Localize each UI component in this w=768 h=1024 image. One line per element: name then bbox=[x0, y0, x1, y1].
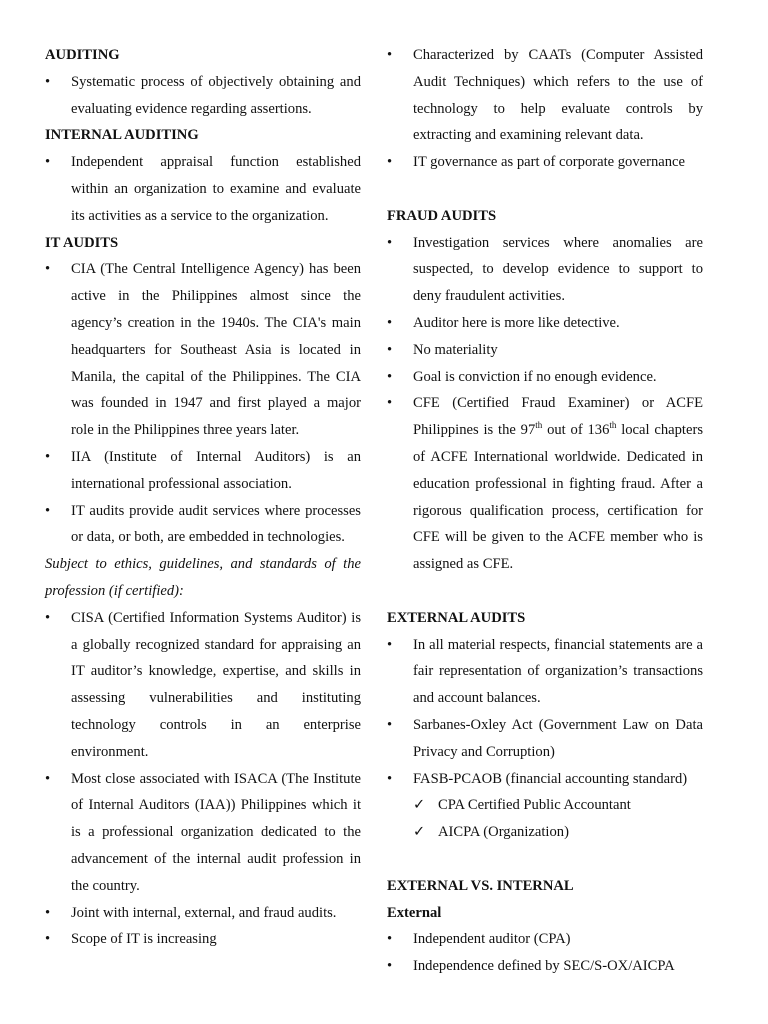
it-audits-heading: IT AUDITS bbox=[45, 234, 119, 251]
bullet-item: • FASB-PCAOB (financial accounting standard) bbox=[387, 766, 703, 793]
bullet-icon: • bbox=[45, 904, 51, 921]
bullet-item-cfe: • CFE (Certified Fraud Examiner) or ACFE Philippines is the 97th out of 136th local chapters of ACFE International worldwide. Dedicated in education professional in fighting fraud. After a rigorous qualification process, certification for CFE will be given to the ACFE member who is assigned as CFE. bbox=[387, 390, 703, 578]
bullet-icon: • bbox=[45, 609, 51, 626]
bullet-icon: • bbox=[387, 716, 393, 733]
bullet-item: • No materiality bbox=[387, 337, 703, 364]
bullet-icon: • bbox=[45, 931, 51, 948]
subject-note: Subject to ethics, guidelines, and standards of the profession (if certified): bbox=[45, 556, 361, 599]
bullet-item: • Investigation services where anomalies are suspected, to develop evidence to support to deny fraudulent activities. bbox=[387, 230, 703, 310]
left-column bbox=[45, 42, 361, 953]
bullet-icon: • bbox=[387, 154, 393, 171]
bullet-item: • CIA (The Central Intelligence Agency) has been active in the Philippines almost since the agency’s creation in the 1940s. The CIA's main headquarters for Southeast Asia is located in Manila, the capital of the Philippines. The CIA was founded in 1947 and first played a major role in the Philippines three years later. bbox=[45, 256, 361, 444]
bullet-item: • Scope of IT is increasing bbox=[45, 926, 361, 953]
bullet-icon: • bbox=[387, 234, 393, 251]
auditing-heading: AUDITING bbox=[45, 47, 120, 63]
fraud-audits-heading: FRAUD AUDITS bbox=[387, 207, 497, 224]
bullet-item: • Most close associated with ISACA (The Institute of Internal Auditors (IAA)) Philippines which it is a professional organization dedicated to the advancement of the internal audit profession in the country. bbox=[45, 766, 361, 900]
internal-auditing-heading: INTERNAL AUDITING bbox=[45, 127, 199, 144]
bullet-icon: • bbox=[45, 73, 51, 90]
bullet-item: • In all material respects, financial statements are a fair representation of organization’s transactions and account balances. bbox=[387, 632, 703, 712]
bullet-icon: • bbox=[387, 770, 393, 787]
bullet-item: • Auditor here is more like detective. bbox=[387, 310, 703, 337]
bullet-item: • Joint with internal, external, and fraud audits. bbox=[45, 900, 361, 927]
bullet-item: • IT audits provide audit services where processes or data, or both, are embedded in technologies. bbox=[45, 498, 361, 552]
right-column bbox=[387, 42, 703, 980]
bullet-item: • Independent appraisal function established within an organization to examine and evaluate its activities as a service to the organization. bbox=[45, 149, 361, 229]
bullet-icon: • bbox=[387, 958, 393, 975]
checkmark-icon: ✓ bbox=[413, 824, 426, 841]
checkmark-icon: ✓ bbox=[413, 797, 426, 814]
check-item: ✓ AICPA (Organization) bbox=[387, 819, 703, 846]
bullet-item: • Sarbanes-Oxley Act (Government Law on Data Privacy and Corruption) bbox=[387, 712, 703, 766]
check-item: ✓ CPA Certified Public Accountant bbox=[387, 792, 703, 819]
bullet-icon: • bbox=[387, 341, 393, 358]
bullet-item: • IIA (Institute of Internal Auditors) is an international professional association. bbox=[45, 444, 361, 498]
bullet-icon: • bbox=[387, 368, 393, 385]
external-vs-internal-heading: EXTERNAL VS. INTERNAL bbox=[387, 877, 574, 894]
bullet-item: • Independent auditor (CPA) bbox=[387, 926, 703, 953]
external-subheading: External bbox=[387, 904, 442, 921]
bullet-item: • Characterized by CAATs (Computer Assisted Audit Techniques) which refers to the use of technology to help evaluate controls by extracting and examining relevant data. bbox=[387, 42, 703, 149]
bullet-item: • IT governance as part of corporate governance bbox=[387, 149, 703, 176]
bullet-icon: • bbox=[387, 314, 393, 331]
bullet-icon: • bbox=[387, 47, 393, 63]
bullet-icon: • bbox=[45, 502, 51, 519]
bullet-icon: • bbox=[45, 770, 51, 787]
bullet-icon: • bbox=[387, 931, 393, 948]
bullet-icon: • bbox=[387, 636, 393, 653]
bullet-icon: • bbox=[45, 154, 51, 171]
bullet-icon: • bbox=[387, 395, 393, 412]
bullet-item: • CISA (Certified Information Systems Auditor) is a globally recognized standard for appraising an IT auditor’s knowledge, expertise, and skills in assessing vulnerabilities and instituting technology controls in an enterprise environment. bbox=[45, 605, 361, 766]
external-audits-heading: EXTERNAL AUDITS bbox=[387, 609, 526, 626]
bullet-item: • Systematic process of objectively obtaining and evaluating evidence regarding assertions. bbox=[45, 69, 361, 123]
bullet-icon: • bbox=[45, 261, 51, 278]
bullet-item: • Independence defined by SEC/S-OX/AICPA bbox=[387, 953, 703, 980]
bullet-item: • Goal is conviction if no enough evidence. bbox=[387, 364, 703, 391]
bullet-icon: • bbox=[45, 448, 51, 465]
